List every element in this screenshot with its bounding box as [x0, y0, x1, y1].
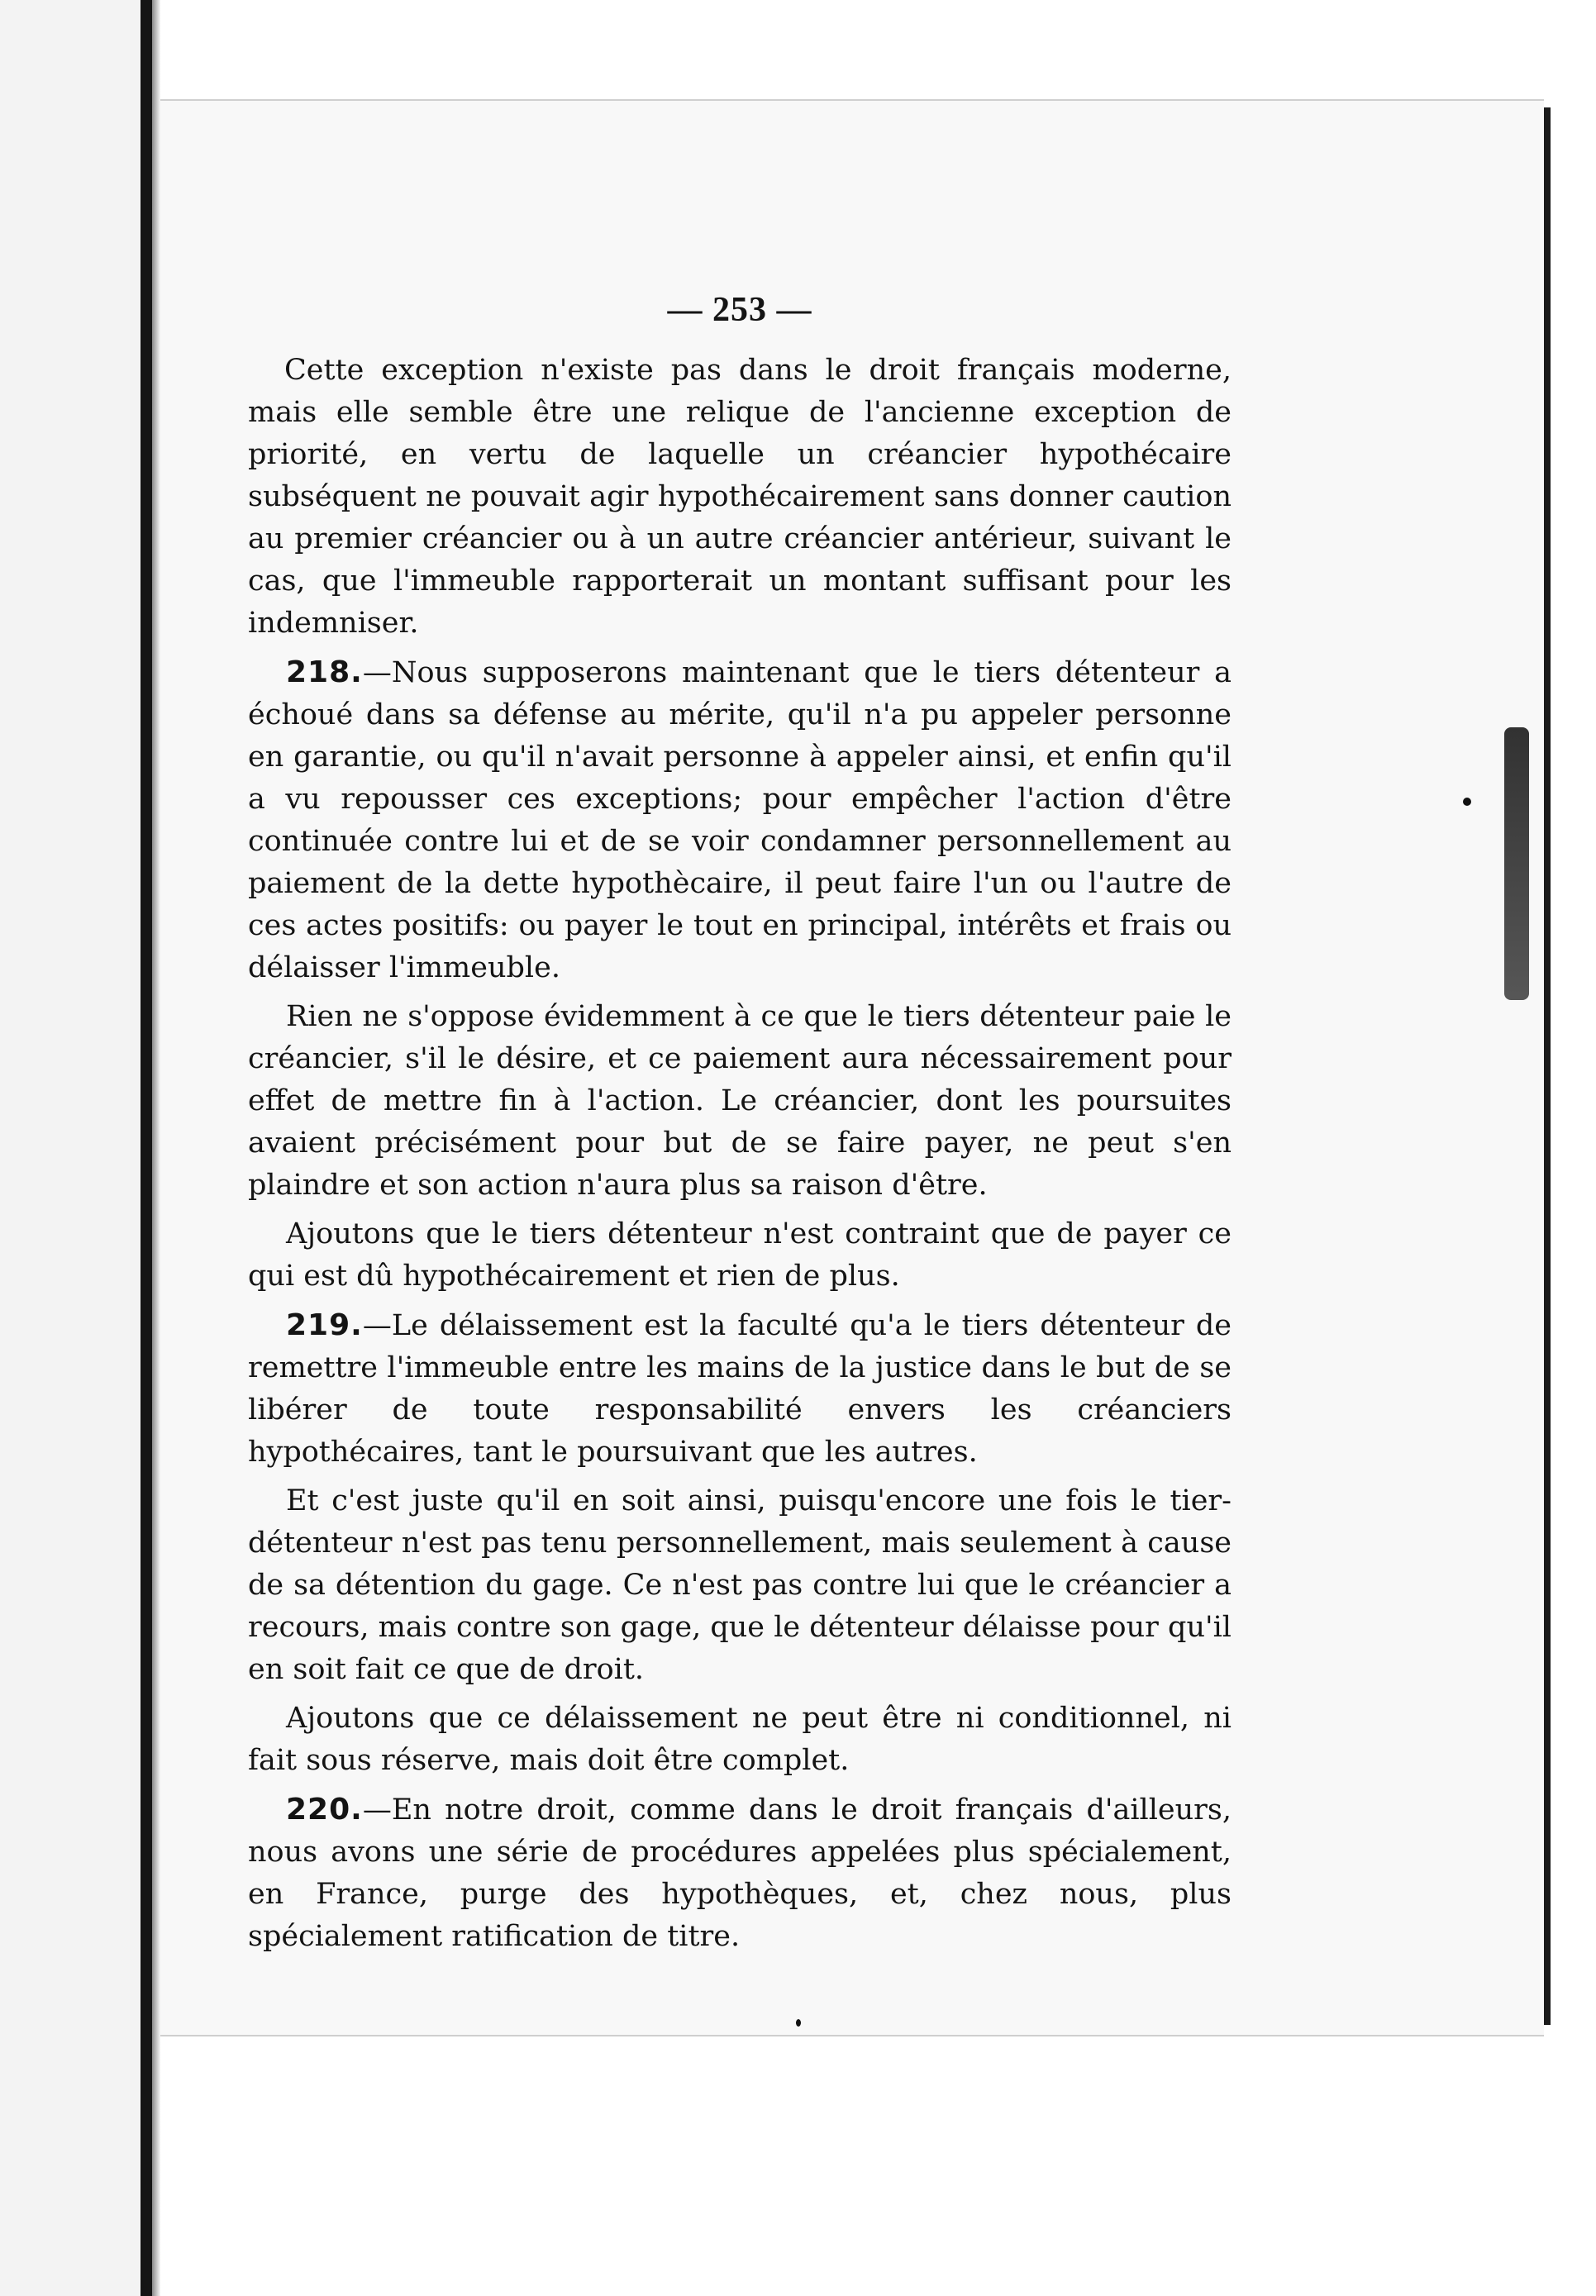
- paragraph-6: [248, 1480, 1232, 1691]
- page-text: [248, 289, 1232, 1965]
- paragraph-text: Cette exception n'existe pas dans le droit français moderne, mais elle semble être une relique de l'ancienne exception de priorité, en vertu de laquelle un créancier hypothécaire subséquent ne pouvait agir hypothécairement sans donner caution au premier créancier ou à un autre créancier antérieur, suivant le cas, que l'immeuble rapporterait un montant suffisant pour les indemniser.: [248, 354, 1232, 640]
- paragraph-article-218: [248, 651, 1232, 989]
- paragraph-1: [248, 350, 1232, 645]
- article-separator: —: [362, 1793, 392, 1827]
- paragraph-text: En notre droit, comme dans le droit français d'ailleurs, nous avons une série de procédures appelées plus spécialement, en France, purge des hypothèques, et, chez nous, plus spécialement ratification de titre.: [248, 1793, 1232, 1953]
- paragraph-text: Et c'est juste qu'il en soit ainsi, puisqu'encore une fois le tier-détenteur n'est pas tenu personnellement, mais seulement à cause de sa détention du gage. Ce n'est pas contre lui que le créancier a recours, mais contre son gage, que le détenteur délaisse pour qu'il en soit fait ce que de droit.: [248, 1484, 1232, 1686]
- margin-ink-mark: [1504, 727, 1529, 1000]
- article-number: 219.: [286, 1308, 363, 1342]
- page-number: — 253 —: [667, 291, 812, 329]
- article-number: 220.: [286, 1793, 363, 1827]
- paragraph-article-220: [248, 1789, 1232, 1958]
- paragraph-text: Rien ne s'oppose évidemment à ce que le tiers détenteur paie le créancier, s'il le désire, et ce paiement aura nécessairement pour effet de mettre fin à l'action. Le créancier, dont les poursuites avaient précisément pour but de se faire payer, ne peut s'en plaindre et son action n'aura plus sa raison d'être.: [248, 1000, 1232, 1202]
- left-page-edge: [0, 0, 141, 2296]
- book-binding: [141, 0, 152, 2296]
- article-separator: —: [362, 1309, 392, 1342]
- paragraph-article-219: [248, 1304, 1232, 1474]
- binding-shadow: [152, 0, 160, 2296]
- right-page-edge: [1544, 107, 1551, 2025]
- bottom-ink-dot: [796, 2019, 801, 2027]
- margin-ink-dot: [1463, 798, 1471, 806]
- article-separator: —: [362, 656, 392, 689]
- paragraph-text: Le délaissement est la faculté qu'a le tiers détenteur de remettre l'immeuble entre les mains de la justice dans le but de se libérer de toute responsabilité envers les créanciers hypothécaires, tant le poursuivant que les autres.: [248, 1309, 1232, 1469]
- article-number: 218.: [286, 655, 363, 689]
- paragraph-4: [248, 1213, 1232, 1298]
- paragraph-text: Ajoutons que ce délaissement ne peut être ni conditionnel, ni fait sous réserve, mais doit être complet.: [248, 1702, 1232, 1777]
- paragraph-text: Ajoutons que le tiers détenteur n'est contraint que de payer ce qui est dû hypothécairement et rien de plus.: [248, 1217, 1232, 1293]
- paragraph-3: [248, 996, 1232, 1207]
- paragraph-text: Nous supposerons maintenant que le tiers détenteur a échoué dans sa défense au mérite, qu'il n'a pu appeler personne en garantie, ou qu'il n'avait personne à appeler ainsi, et enfin qu'il a vu repousser ces exceptions; pour empêcher l'action d'être continuée contre lui et de se voir condamner personnellement au paiement de la dette hypothècaire, il peut faire l'un ou l'autre de ces actes positifs: ou payer le tout en principal, intérêts et frais ou délaisser l'immeuble.: [248, 656, 1232, 984]
- paragraph-7: [248, 1698, 1232, 1782]
